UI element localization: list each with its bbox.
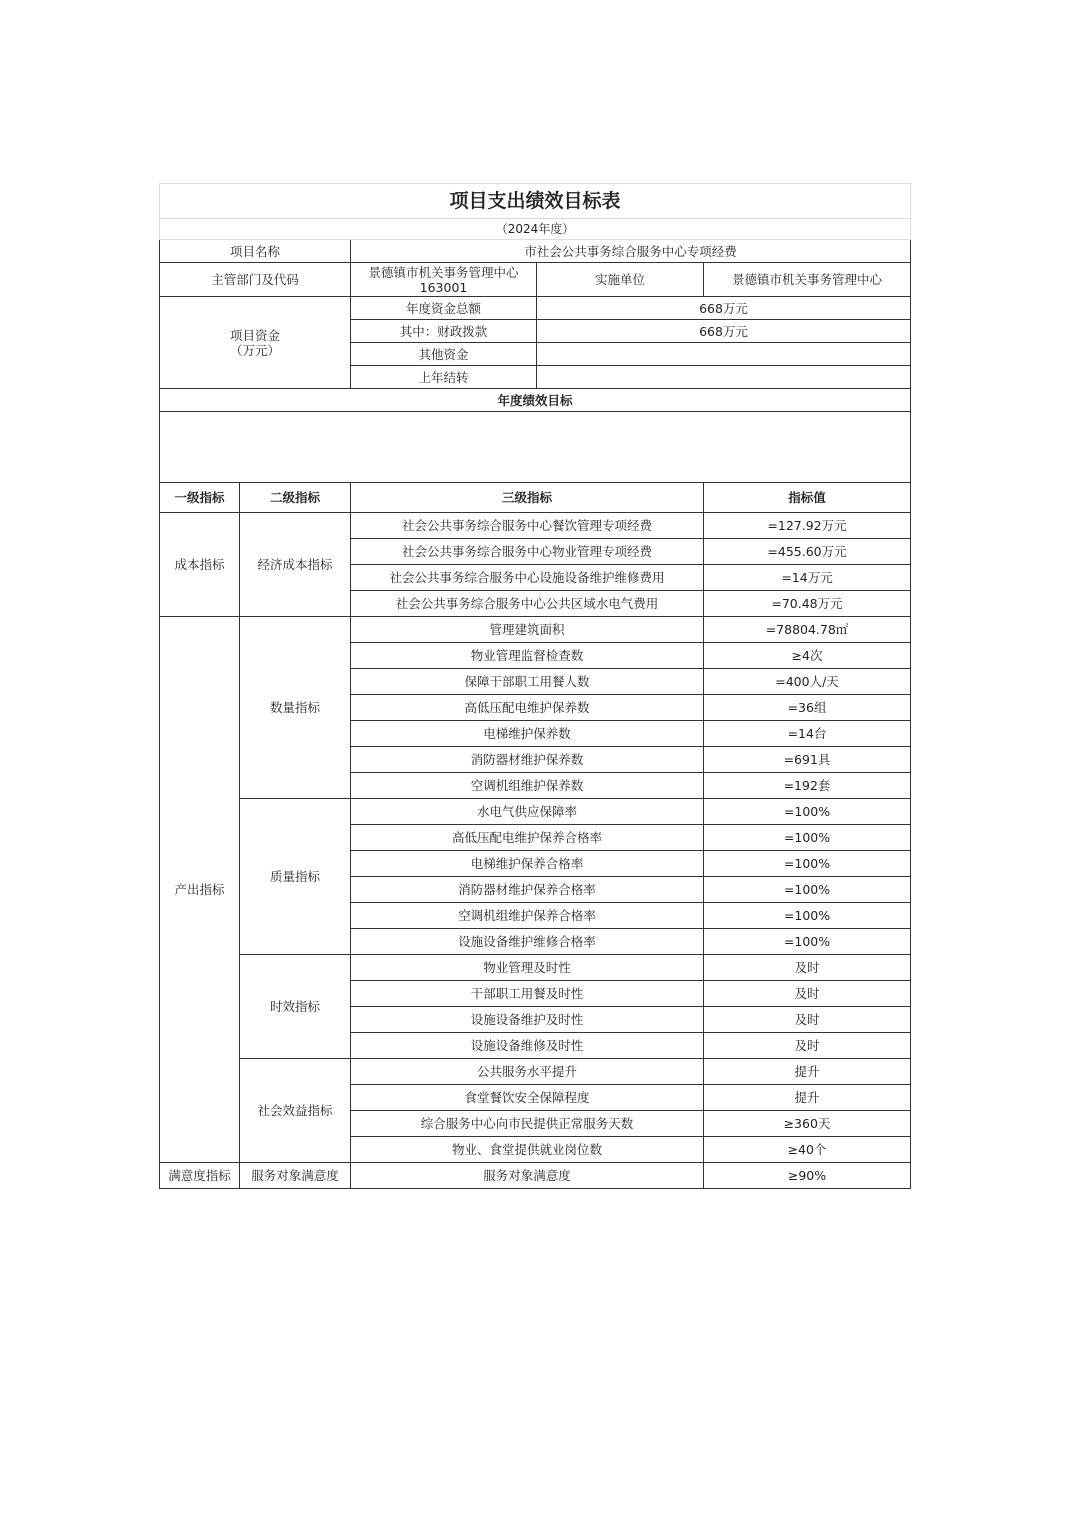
annual-goal-label: 年度绩效目标 (160, 389, 911, 412)
level2-cell: 数量指标 (240, 617, 351, 799)
level3-cell: 公共服务水平提升 (351, 1059, 704, 1085)
indicator-value-cell: =100% (704, 877, 911, 903)
fund-row-label: 年度资金总额 (351, 297, 537, 320)
level2-cell: 经济成本指标 (240, 513, 351, 617)
level3-cell: 社会公共事务综合服务中心餐饮管理专项经费 (351, 513, 704, 539)
indicator-value-cell: ≥4次 (704, 643, 911, 669)
level3-cell: 综合服务中心向市民提供正常服务天数 (351, 1111, 704, 1137)
performance-sheet (159, 183, 910, 1189)
fund-row-value: 668万元 (537, 320, 911, 343)
indicator-value-cell: =455.60万元 (704, 539, 911, 565)
level1-cell: 满意度指标 (160, 1163, 240, 1189)
level3-cell: 管理建筑面积 (351, 617, 704, 643)
level3-cell: 消防器材维护保养数 (351, 747, 704, 773)
indicator-value-cell: =100% (704, 903, 911, 929)
level3-cell: 电梯维护保养合格率 (351, 851, 704, 877)
indicator-value-cell: =14台 (704, 721, 911, 747)
annual-goal-text (160, 412, 911, 483)
level3-cell: 高低压配电维护保养数 (351, 695, 704, 721)
header-level2: 二级指标 (240, 483, 351, 513)
table-row (160, 1059, 911, 1085)
table-row (160, 799, 911, 825)
level3-cell: 服务对象满意度 (351, 1163, 704, 1189)
dept-code: 163001 (419, 279, 468, 295)
indicator-value-cell: =691具 (704, 747, 911, 773)
indicator-value-cell: ≥40个 (704, 1137, 911, 1163)
level3-cell: 设施设备维护维修合格率 (351, 929, 704, 955)
indicator-value-cell: =100% (704, 825, 911, 851)
table-row (160, 1163, 911, 1189)
header-level1: 一级指标 (160, 483, 240, 513)
impl-label: 实施单位 (537, 263, 704, 297)
level1-cell: 产出指标 (160, 617, 240, 1163)
project-name-label: 项目名称 (160, 240, 351, 263)
header-level3: 三级指标 (351, 483, 704, 513)
level3-cell: 高低压配电维护保养合格率 (351, 825, 704, 851)
indicator-value-cell: 及时 (704, 955, 911, 981)
indicator-value-cell: 及时 (704, 1007, 911, 1033)
indicator-value-cell: =127.92万元 (704, 513, 911, 539)
level3-cell: 电梯维护保养数 (351, 721, 704, 747)
level3-cell: 消防器材维护保养合格率 (351, 877, 704, 903)
indicator-value-cell: 及时 (704, 1033, 911, 1059)
indicator-value-cell: 及时 (704, 981, 911, 1007)
indicator-value-cell: =70.48万元 (704, 591, 911, 617)
level3-cell: 设施设备维修及时性 (351, 1033, 704, 1059)
funds-unit: （万元） (229, 342, 280, 358)
level3-cell: 空调机组维护保养合格率 (351, 903, 704, 929)
indicator-value-cell: =36组 (704, 695, 911, 721)
indicator-value-cell: =14万元 (704, 565, 911, 591)
level1-cell: 成本指标 (160, 513, 240, 617)
table-row (160, 513, 911, 539)
level3-cell: 社会公共事务综合服务中心物业管理专项经费 (351, 539, 704, 565)
level3-cell: 空调机组维护保养数 (351, 773, 704, 799)
funds-label: 项目资金 (229, 327, 280, 343)
indicator-value-cell: =100% (704, 799, 911, 825)
dept-value (351, 263, 537, 297)
indicator-value-cell: =192套 (704, 773, 911, 799)
level3-cell: 社会公共事务综合服务中心公共区域水电气费用 (351, 591, 704, 617)
table-row (160, 955, 911, 981)
dept-label: 主管部门及代码 (160, 263, 351, 297)
level3-cell: 社会公共事务综合服务中心设施设备维护维修费用 (351, 565, 704, 591)
project-name-value: 市社会公共事务综合服务中心专项经费 (351, 240, 911, 263)
fund-row-label: 其中：财政拨款 (351, 320, 537, 343)
level3-cell: 物业、食堂提供就业岗位数 (351, 1137, 704, 1163)
fund-row-label: 其他资金 (351, 343, 537, 366)
indicator-value-cell: ≥90% (704, 1163, 911, 1189)
level2-cell: 时效指标 (240, 955, 351, 1059)
year-label: （2024年度） (160, 219, 911, 240)
level3-cell: 干部职工用餐及时性 (351, 981, 704, 1007)
funds-label-cell (160, 297, 351, 389)
level3-cell: 物业管理监督检查数 (351, 643, 704, 669)
fund-row-label: 上年结转 (351, 366, 537, 389)
indicator-value-cell: =400人/天 (704, 669, 911, 695)
impl-value: 景德镇市机关事务管理中心 (704, 263, 911, 297)
fund-row-value (537, 343, 911, 366)
level2-cell: 社会效益指标 (240, 1059, 351, 1163)
dept-name: 景德镇市机关事务管理中心 (368, 264, 519, 280)
level3-cell: 保障干部职工用餐人数 (351, 669, 704, 695)
page-title: 项目支出绩效目标表 (160, 184, 911, 219)
level2-cell: 服务对象满意度 (240, 1163, 351, 1189)
level3-cell: 设施设备维护及时性 (351, 1007, 704, 1033)
level3-cell: 物业管理及时性 (351, 955, 704, 981)
indicator-value-cell: 提升 (704, 1085, 911, 1111)
indicator-value-cell: ≥360天 (704, 1111, 911, 1137)
fund-row-value (537, 366, 911, 389)
indicator-value-cell: =100% (704, 929, 911, 955)
header-value: 指标值 (704, 483, 911, 513)
level2-cell: 质量指标 (240, 799, 351, 955)
fund-row-value: 668万元 (537, 297, 911, 320)
performance-table (159, 183, 911, 1189)
indicator-value-cell: =100% (704, 851, 911, 877)
table-row (160, 617, 911, 643)
indicator-value-cell: 提升 (704, 1059, 911, 1085)
level3-cell: 水电气供应保障率 (351, 799, 704, 825)
level3-cell: 食堂餐饮安全保障程度 (351, 1085, 704, 1111)
indicator-value-cell: =78804.78㎡ (704, 617, 911, 643)
